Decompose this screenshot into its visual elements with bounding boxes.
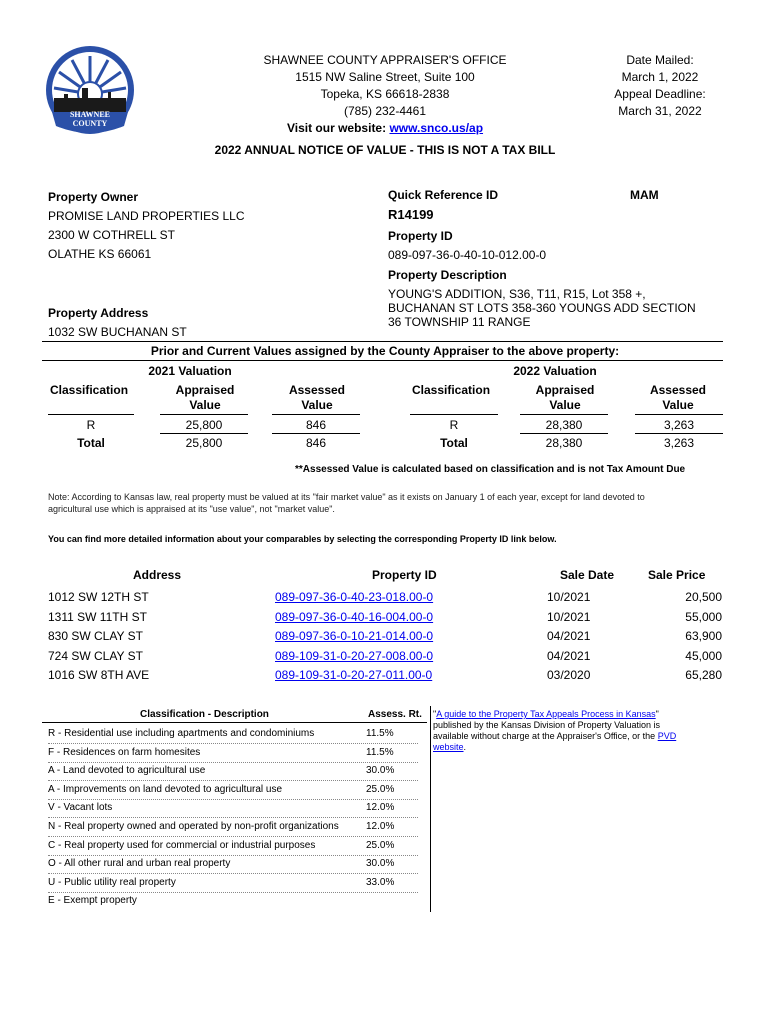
prior-row-r-assessed: 846	[305, 418, 327, 432]
class-rate: 25.0%	[366, 839, 395, 851]
property-desc-line3: 36 TOWNSHIP 11 RANGE	[388, 315, 531, 329]
guide-quote-close: "	[655, 709, 659, 719]
class-rate: 30.0%	[366, 858, 395, 870]
current-col-assessed-1: Assessed	[649, 383, 707, 397]
comp-sale-price: 45,000	[685, 648, 722, 663]
comp-sale-price: 20,500	[685, 590, 722, 604]
class-rate: 12.0%	[366, 802, 395, 814]
owner-address2: OLATHE KS 66061	[48, 247, 152, 261]
prior-col-appraised-1: Appraised	[175, 383, 235, 397]
office-city: Topeka, KS 66618-2838	[320, 87, 450, 101]
class-header-rule	[42, 722, 427, 723]
guide-quote-open: "	[433, 709, 437, 719]
class-col-rate: Assess. Rt.	[368, 709, 422, 720]
class-row	[48, 895, 418, 906]
property-address-value: 1032 SW BUCHANAN ST	[48, 325, 187, 339]
pvd-website-link[interactable]: website	[433, 742, 464, 752]
owner-block	[48, 188, 368, 264]
prior-col-appraised-2: Value	[189, 398, 221, 412]
guide-period: .	[463, 742, 467, 752]
comp-col-address: Address	[133, 568, 182, 582]
logo-text-shawnee: SHAWNEE	[69, 110, 110, 119]
prior-col-assessed	[262, 383, 372, 413]
class-desc: E - Exempt property	[48, 895, 137, 907]
assessed-footnote: **Assessed Value is calculated based on classification and is not Tax Amount Due	[295, 464, 686, 475]
class-row	[48, 802, 418, 813]
quick-ref-value: R14199	[388, 207, 434, 222]
comp-property-id-link[interactable]: 089-097-36-0-10-21-014.00-0	[275, 629, 434, 644]
current-col-appraised-1: Appraised	[535, 383, 595, 397]
comp-property-id-link[interactable]: 089-097-36-0-40-23-018.00-0	[275, 590, 434, 604]
comp-property-id-link[interactable]: 089-109-31-0-20-27-008.00-0	[275, 648, 434, 663]
prior-total-appraised: 25,800	[185, 436, 223, 450]
class-desc: A - Improvements on land devoted to agricultural use	[48, 783, 283, 795]
current-total-label: Total	[440, 436, 468, 450]
property-description	[388, 287, 696, 329]
prior-total-assessed: 846	[305, 436, 327, 450]
date-mailed-label: Date Mailed:	[626, 53, 694, 67]
prior-col-appraised	[150, 383, 260, 413]
kansas-law-note	[48, 491, 738, 515]
note-line1: Note: According to Kansas law, real property must be valued at its "fair market value" as it exists on January 1 of each year, except for land devoted to	[48, 492, 645, 502]
class-row	[48, 877, 418, 888]
dates-block	[590, 52, 730, 120]
property-address-block	[48, 304, 368, 342]
class-row	[48, 858, 418, 869]
prior-col-assessed-1: Assessed	[288, 383, 346, 397]
values-heading-rule	[42, 360, 723, 361]
class-desc: N - Real property owned and operated by non-profit organizations	[48, 821, 339, 832]
class-desc: O - All other rural and urban real property	[48, 858, 231, 870]
comp-sale-date: 04/2021	[547, 629, 591, 644]
property-id-value: 089-097-36-0-40-10-012.00-0	[388, 248, 547, 262]
class-desc: V - Vacant lots	[48, 802, 113, 814]
website-label: Visit our website:	[286, 121, 387, 135]
property-desc-label: Property Description	[388, 268, 507, 282]
prior-valuation-title: 2021 Valuation	[148, 364, 232, 378]
owner-label: Property Owner	[48, 190, 139, 204]
class-rate: 33.0%	[366, 876, 395, 888]
prior-row-r-appraised: 25,800	[185, 418, 223, 432]
county-logo	[44, 44, 136, 136]
comp-address: 1311 SW 11TH ST	[48, 609, 147, 624]
comp-sale-price: 65,280	[685, 668, 722, 683]
class-row	[48, 747, 418, 758]
class-desc: U - Public utility real property	[48, 876, 176, 888]
appeals-guide-note	[433, 709, 723, 753]
owner-address1: 2300 W COTHRELL ST	[48, 228, 175, 242]
appeal-deadline-label: Appeal Deadline:	[614, 87, 706, 101]
property-desc-line1: YOUNG'S ADDITION, S36, T11, R15, Lot 358 +,	[388, 287, 646, 301]
comp-col-sale-date: Sale Date	[560, 568, 615, 582]
current-row-r-appraised: 28,380	[545, 418, 583, 432]
comp-sale-date: 10/2021	[547, 590, 591, 604]
owner-name: PROMISE LAND PROPERTIES LLC	[48, 209, 245, 223]
class-rate: 25.0%	[366, 783, 395, 795]
class-rate: 11.5%	[366, 746, 394, 758]
comp-property-id-link[interactable]: 089-109-31-0-20-27-011.00-0	[275, 668, 433, 683]
comp-ids	[275, 588, 455, 686]
current-col-appraised	[510, 383, 620, 413]
comp-sale-date: 04/2021	[547, 648, 591, 663]
comparables-intro: You can find more detailed information about your comparables by selecting the corresponding Property ID link below.	[48, 534, 557, 544]
comp-sale-price: 55,000	[685, 609, 722, 624]
comp-address: 1016 SW 8TH AVE	[48, 668, 150, 683]
current-valuation-title: 2022 Valuation	[513, 364, 597, 378]
class-desc: R - Residential use including apartments and condominiums	[48, 728, 315, 739]
prior-total-label: Total	[77, 436, 105, 450]
current-row-r-assessed: 3,263	[663, 418, 695, 432]
appeal-deadline-value: March 31, 2022	[618, 104, 702, 118]
comp-dates	[547, 588, 607, 686]
current-col-appraised-2: Value	[549, 398, 581, 412]
class-rate: 12.0%	[366, 821, 395, 832]
note-line2: agricultural use which is appraised at its "use value", not "market value".	[48, 504, 335, 514]
prior-row-r-class: R	[86, 418, 96, 432]
website-link[interactable]: www.snco.us/ap	[389, 121, 484, 135]
date-mailed-value: March 1, 2022	[621, 70, 699, 84]
office-address-block	[230, 52, 540, 137]
office-phone: (785) 232-4461	[343, 104, 427, 118]
comp-col-property-id: Property ID	[372, 568, 437, 582]
property-address-label: Property Address	[48, 306, 149, 320]
comp-address: 1012 SW 12TH ST	[48, 590, 149, 604]
current-col-assessed	[623, 383, 733, 413]
current-row-r-class: R	[449, 418, 459, 432]
class-desc: A - Land devoted to agricultural use	[48, 765, 206, 777]
class-divider	[430, 706, 431, 912]
class-desc: C - Real property used for commercial or industrial purposes	[48, 839, 316, 851]
values-top-rule	[42, 341, 723, 342]
comp-property-id-link[interactable]: 089-097-36-0-40-16-004.00-0	[275, 609, 434, 624]
class-row	[48, 840, 418, 851]
prior-col-classification: Classification	[50, 383, 129, 397]
current-col-assessed-2: Value	[662, 398, 694, 412]
class-rate: 30.0%	[366, 765, 395, 777]
comp-sale-price: 63,900	[685, 629, 722, 644]
office-name: SHAWNEE COUNTY APPRAISER'S OFFICE	[263, 53, 507, 67]
class-desc: F - Residences on farm homesites	[48, 746, 201, 758]
comp-sale-date: 03/2020	[547, 668, 591, 683]
notice-title: 2022 ANNUAL NOTICE OF VALUE - THIS IS NOT A TAX BILL	[214, 143, 556, 157]
class-row	[48, 728, 418, 739]
class-rate: 11.5%	[366, 728, 394, 739]
values-heading: Prior and Current Values assigned by the County Appraiser to the above property:	[150, 344, 620, 358]
logo-text-county: COUNTY	[72, 119, 108, 128]
property-id-label: Property ID	[388, 229, 453, 243]
guide-text-line2: available without charge at the Appraiser's Office, or the	[433, 731, 656, 741]
class-row	[48, 821, 418, 832]
class-row	[48, 784, 418, 795]
comp-address: 724 SW CLAY ST	[48, 648, 143, 663]
website-line	[230, 120, 540, 137]
guide-text-line1: published by the Kansas Division of Property Valuation is	[433, 720, 660, 730]
property-desc-line2: BUCHANAN ST LOTS 358-360 YOUNGS ADD SECTION	[388, 301, 696, 315]
prior-col-assessed-2: Value	[301, 398, 333, 412]
current-total-assessed: 3,263	[663, 436, 695, 450]
comp-prices	[640, 588, 722, 686]
class-col-description: Classification - Description	[140, 709, 269, 720]
comp-addresses	[48, 588, 158, 686]
pvd-link[interactable]: PVD	[657, 731, 677, 741]
comp-col-sale-price: Sale Price	[648, 568, 706, 582]
quick-ref-label: Quick Reference ID	[388, 188, 499, 202]
quick-ref-code: MAM	[630, 188, 659, 202]
comp-address: 830 SW CLAY ST	[48, 629, 143, 644]
comp-sale-date: 10/2021	[547, 609, 591, 624]
office-street: 1515 NW Saline Street, Suite 100	[295, 70, 475, 84]
current-total-appraised: 28,380	[545, 436, 583, 450]
appeals-guide-link[interactable]: A guide to the Property Tax Appeals Process in Kansas	[436, 709, 656, 719]
current-col-classification: Classification	[412, 383, 491, 397]
class-row	[48, 765, 418, 776]
